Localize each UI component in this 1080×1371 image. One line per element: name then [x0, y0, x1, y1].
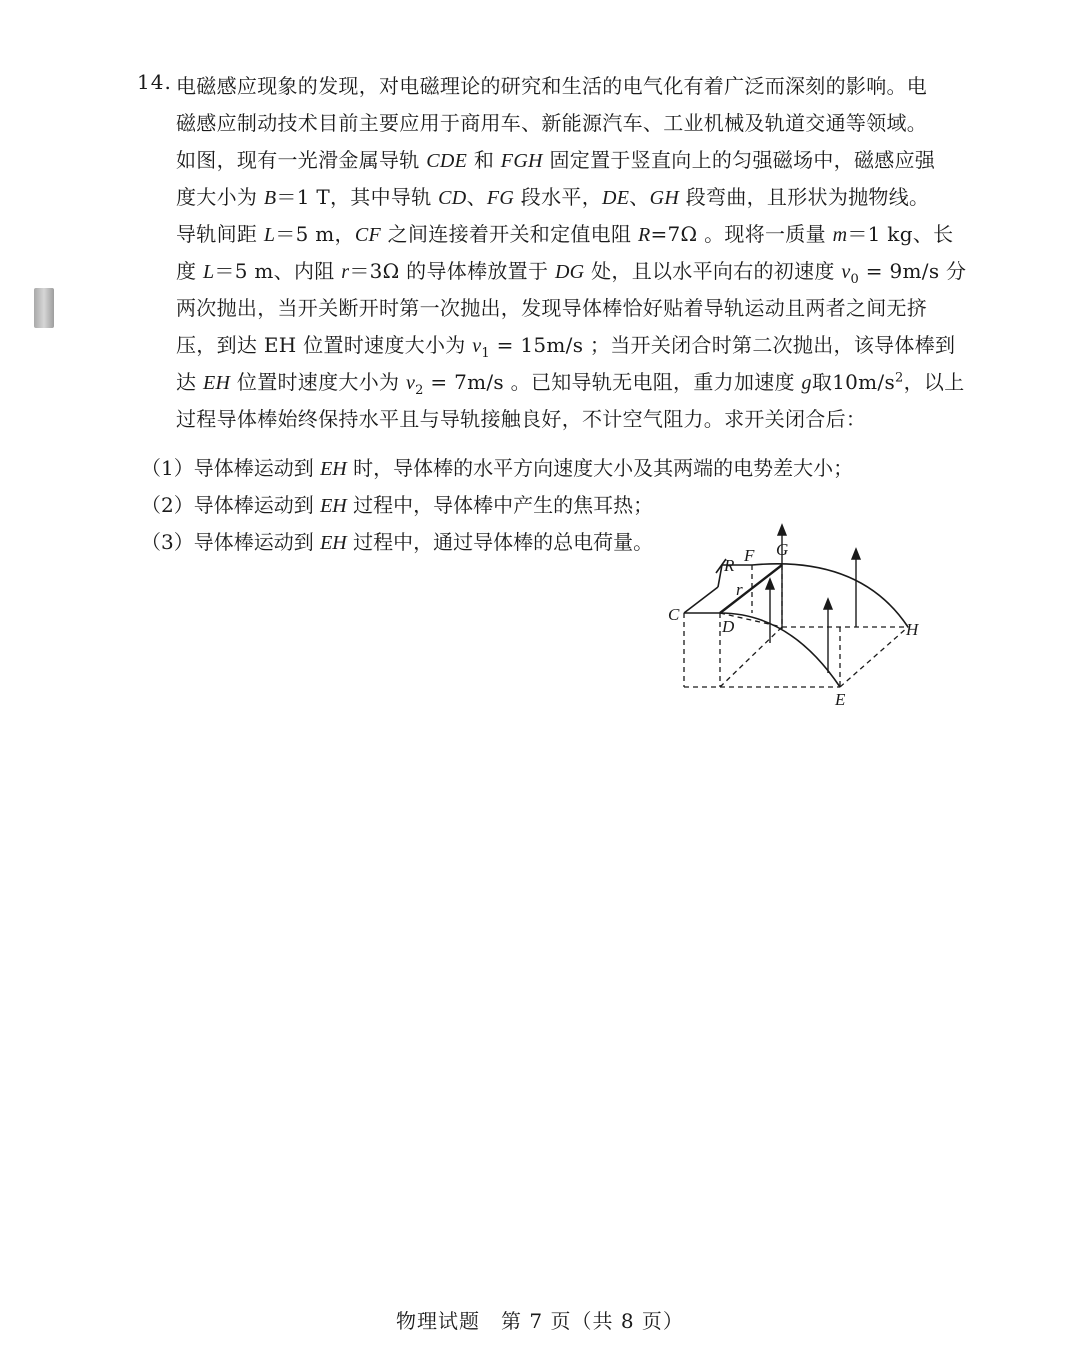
sub-question-2: （2）导体棒运动到 EH 过程中，导体棒中产生的焦耳热；	[141, 493, 654, 517]
label-c: C	[668, 605, 680, 624]
sub-question-1: （1）导体棒运动到 EH 时，导体棒的水平方向速度大小及其两端的电势差大小；	[141, 456, 854, 480]
body-line-1: 电磁感应现象的发现，对电磁理论的研究和生活的电气化有着广泛而深刻的影响。电	[176, 74, 928, 98]
label-g: G	[776, 540, 789, 559]
label-h: H	[906, 620, 919, 639]
sub-question-3: （3）导体棒运动到 EH 过程中，通过导体棒的总电荷量。	[141, 530, 654, 554]
dash-diag2	[840, 627, 908, 687]
page-footer: 物理试题 第 7 页（共 8 页）	[396, 1309, 684, 1333]
body-line-3: 如图，现有一光滑金属导轨 CDE 和 FGH 固定置于竖直向上的匀强磁场中，磁感应强	[176, 148, 936, 172]
body-line-4: 度大小为 B＝1 T，其中导轨 CD、FG 段水平，DE、GH 段弯曲，且形状为抛物线。	[176, 185, 930, 209]
body-line-5: 导轨间距 L＝5 m，CF 之间连接着开关和定值电阻 R=7Ω 。现将一质量 m＝1 kg、长	[176, 222, 954, 246]
body-line-2: 磁感应制动技术目前主要应用于商用车、新能源汽车、工业机械及轨道交通等领域。	[176, 111, 928, 135]
body-line-9: 达 EH 位置时速度大小为 $v_2 = 7m/s$ 。已知导轨无电阻，重力加速度 g取$10m/s^2$，以上	[176, 370, 965, 398]
rail-de	[720, 613, 840, 687]
label-f: F	[744, 546, 755, 565]
label-r-small: r	[736, 580, 743, 599]
rail-diagram	[660, 515, 940, 715]
question-number: 14.	[137, 70, 172, 94]
scan-artifact	[34, 288, 54, 328]
wire-cf	[684, 587, 718, 613]
body-line-10: 过程导体棒始终保持水平且与导轨接触良好，不计空气阻力。求开关闭合后：	[176, 407, 867, 431]
dash-diag1	[720, 627, 782, 687]
label-r-big: R	[724, 556, 735, 575]
body-line-8: 压，到达 EH 位置时速度大小为 $v_1 = 15m/s$ ；当开关闭合时第二次抛出，该导体棒到	[176, 333, 956, 361]
body-line-7: 两次抛出，当开关断开时第一次抛出，发现导体棒恰好贴着导轨运动且两者之间无挤	[176, 296, 928, 320]
label-d: D	[722, 617, 735, 636]
body-line-6: 度 L＝5 m、内阻 r＝3Ω 的导体棒放置于 DG 处，且以水平向右的初速度 $v_0 = 9m/s$ 分	[176, 259, 967, 287]
label-e: E	[835, 690, 846, 709]
rail-gh	[752, 564, 908, 627]
